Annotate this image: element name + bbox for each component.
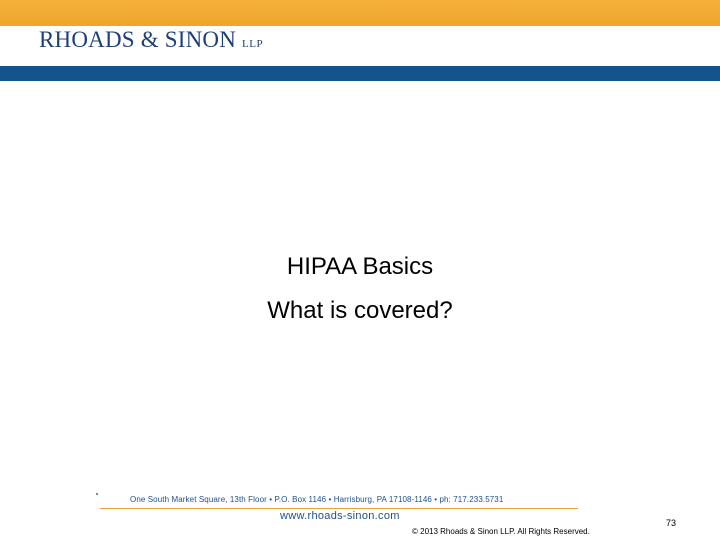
footer-dot [96, 493, 98, 495]
firm-suffix: LLP [242, 38, 264, 50]
slide-subtitle: What is covered? [267, 297, 453, 324]
slide-title: HIPAA Basics [286, 253, 434, 280]
page-number: 73 [666, 518, 677, 528]
slide-title-block [0, 248, 720, 329]
header-blue-band [0, 66, 720, 81]
footer-website-link[interactable]: www.rhoads-sinon.com [280, 510, 400, 522]
footer-address: One South Market Square, 13th Floor • P.O. Box 1146 • Harrisburg, PA 17108-1146 • ph: 717.233.5731 [130, 495, 504, 504]
top-accent-band [0, 0, 720, 26]
firm-name: RHOADS & SINON [39, 27, 237, 52]
footer-divider [100, 508, 578, 509]
footer-copyright: © 2013 Rhoads & Sinon LLP. All Rights Reserved. [412, 527, 590, 536]
firm-logo [39, 27, 263, 53]
